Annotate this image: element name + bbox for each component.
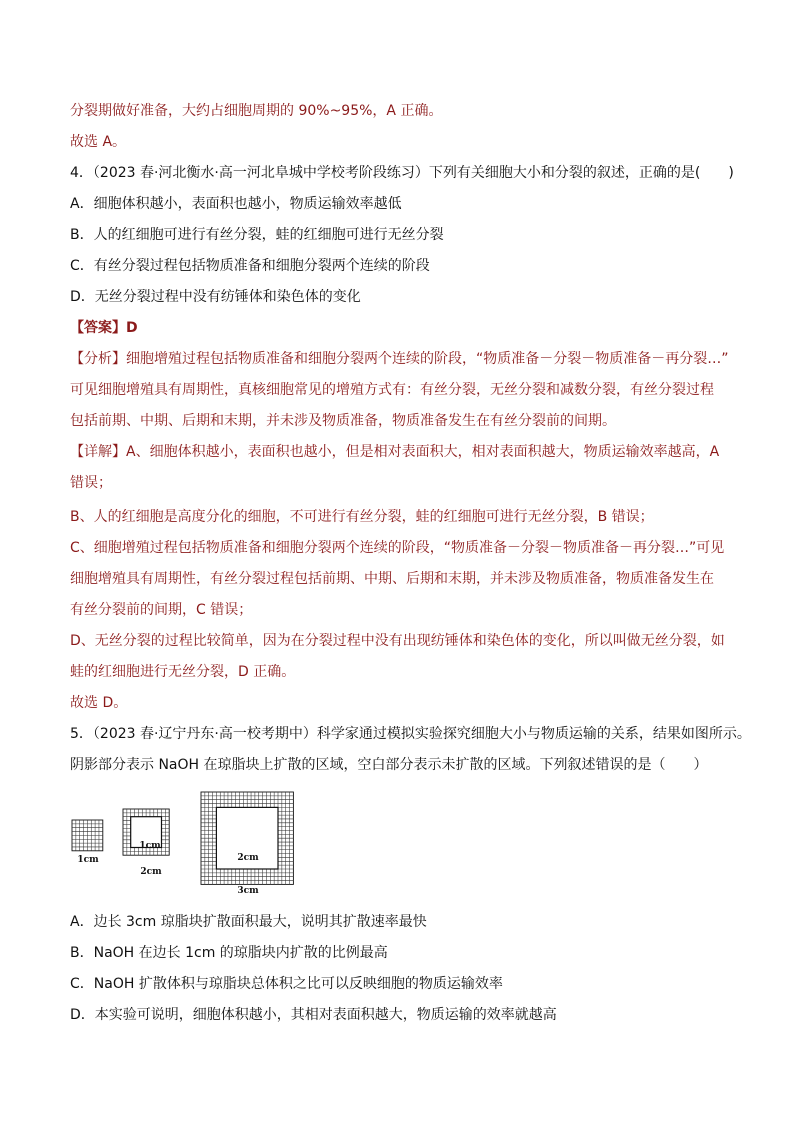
- question-5-option-b: B．NaOH 在边长 1cm 的琼脂块内扩散的比例最高: [70, 945, 388, 961]
- agar-block-3cm: [201, 792, 293, 884]
- block1-label: 1cm: [77, 855, 99, 865]
- question-5-stem-2: 阴影部分表示 NaOH 在琼脂块上扩散的区域，空白部分表示未扩散的区域。下列叙述错误的是（ ）: [70, 757, 708, 773]
- block3-label: 3cm: [237, 886, 259, 896]
- detail-line-8: 蛙的红细胞进行无丝分裂，D 正确。: [70, 664, 296, 680]
- block2-inner-label: 1cm: [139, 841, 161, 851]
- detail-line-6: 有丝分裂前的间期，C 错误；: [70, 602, 253, 618]
- question-4-option-b: B．人的红细胞可进行有丝分裂，蛙的红细胞可进行无丝分裂: [70, 227, 444, 243]
- detail-line-5: 细胞增殖具有周期性，有丝分裂过程包括前期、中期、后期和末期，并未涉及物质准备，物质准备发生在: [70, 571, 714, 587]
- agar-block-figure: [70, 790, 310, 900]
- detail-line-7: D、无丝分裂的过程比较简单，因为在分裂过程中没有出现纺锤体和染色体的变化，所以叫做无丝分裂，如: [70, 633, 725, 649]
- detail-line-2: 错误；: [70, 475, 112, 491]
- question-4-option-a: A．细胞体积越小，表面积也越小，物质运输效率越低: [70, 196, 402, 212]
- line-1: 故选 A。: [70, 134, 127, 150]
- line-0: 分裂期做好准备，大约占细胞周期的 90%~95%，A 正确。: [70, 103, 443, 119]
- detail-line-3: B、人的红细胞是高度分化的细胞，不可进行有丝分裂，蛙的红细胞可进行无丝分裂，B 错误；: [70, 509, 654, 525]
- agar-block-1cm: [72, 820, 103, 851]
- select-d-line: 故选 D。: [70, 695, 128, 711]
- answer-line: 【答案】D: [70, 320, 138, 336]
- question-4-option-c: C．有丝分裂过程包括物质准备和细胞分裂两个连续的阶段: [70, 258, 430, 274]
- question-5-stem-1: 5．（2023 春·辽宁丹东·高一校考期中）科学家通过模拟实验探究细胞大小与物质运输的关系，结果如图所示。: [70, 726, 751, 742]
- question-5-option-c: C．NaOH 扩散体积与琼脂块总体积之比可以反映细胞的物质运输效率: [70, 976, 503, 992]
- detail-line-4: C、细胞增殖过程包括物质准备和细胞分裂两个连续的阶段，“物质准备－分裂－物质准备－再分裂…”可见: [70, 540, 725, 556]
- block3-inner-label: 2cm: [237, 853, 259, 863]
- question-5-option-d: D．本实验可说明，细胞体积越小，其相对表面积越大，物质运输的效率就越高: [70, 1007, 557, 1023]
- question-4-option-d: D．无丝分裂过程中没有纺锤体和染色体的变化: [70, 289, 361, 305]
- analysis-line-2: 可见细胞增殖具有周期性，真核细胞常见的增殖方式有：有丝分裂，无丝分裂和减数分裂，有丝分裂过程: [70, 382, 714, 398]
- question-4-stem: 4．（2023 春·河北衡水·高一河北阜城中学校考阶段练习）下列有关细胞大小和分裂的叙述，正确的是( ): [70, 165, 734, 181]
- block2-label: 2cm: [140, 867, 162, 877]
- question-5-option-a: A．边长 3cm 琼脂块扩散面积最大，说明其扩散速率最快: [70, 914, 427, 930]
- analysis-line-3: 包括前期、中期、后期和末期，并未涉及物质准备，物质准备发生在有丝分裂前的间期。: [70, 413, 616, 429]
- analysis-line-1: 【分析】细胞增殖过程包括物质准备和细胞分裂两个连续的阶段，“物质准备－分裂－物质准备－再分裂…”: [70, 351, 729, 367]
- detail-line-1: 【详解】A、细胞体积越小，表面积也越小，但是相对表面积大，相对表面积越大，物质运输效率越高，A: [70, 444, 720, 460]
